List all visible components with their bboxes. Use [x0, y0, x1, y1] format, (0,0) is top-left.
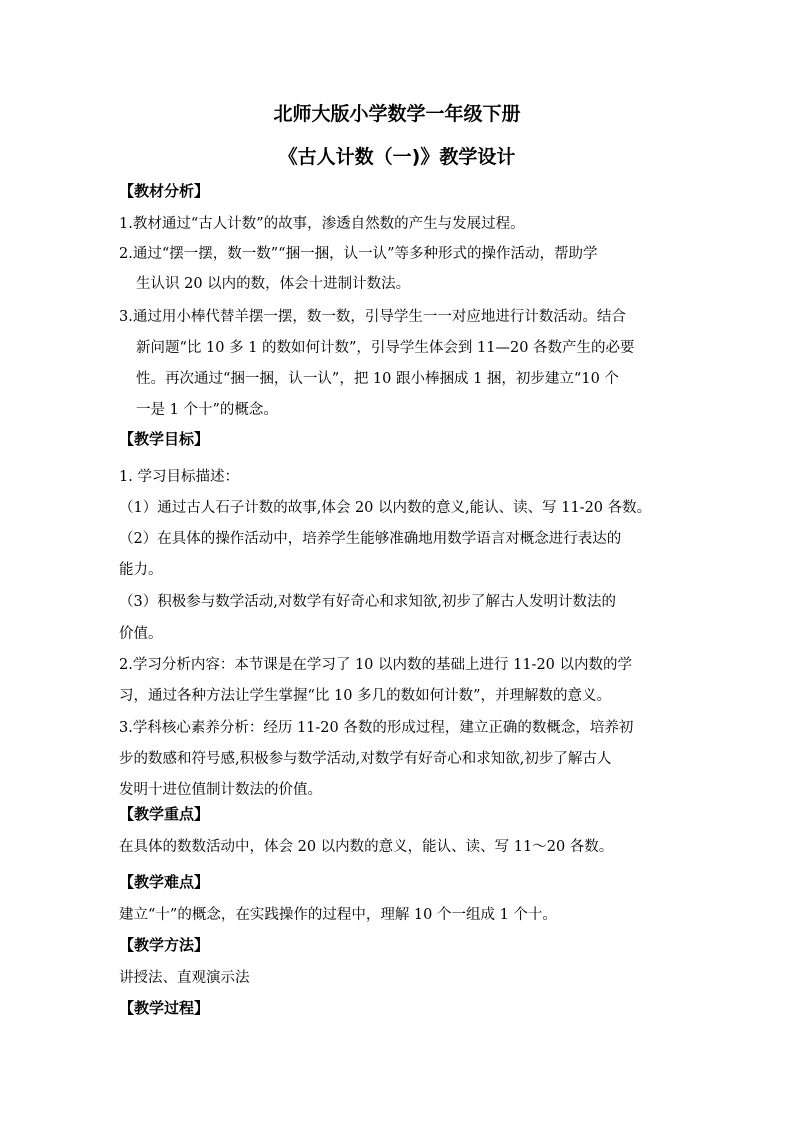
objectives-line: 步的数感和符号感,积极参与数学活动,对数学有好奇心和求知欲,初步了解古人: [119, 751, 612, 767]
objectives-line: 1. 学习目标描述：: [119, 469, 239, 485]
objectives-line: （1）通过古人石子计数的故事,体会 20 以内数的意义,能认、读、写 11-20 各数。: [119, 500, 652, 516]
analysis-item-3-cont: 新问题“比 10 多 1 的数如何计数”，引导学生体会到 11—20 各数产生的必要: [136, 340, 635, 356]
objectives-line: （2）在具体的操作活动中，培养学生能够准确地用数学语言对概念进行表达的: [119, 531, 622, 547]
objectives-line: 3.学科核心素养分析：经历 11-20 各数的形成过程，建立正确的数概念，培养初: [119, 720, 634, 736]
section-heading-objectives: 【教学目标】: [119, 430, 210, 448]
objectives-line: （3）积极参与数学活动,对数学有好奇心和求知欲,初步了解古人发明计数法的: [119, 594, 616, 610]
document-subtitle: 《古人计数（一)》教学设计: [278, 146, 516, 168]
key-points-text: 在具体的数数活动中，体会 20 以内数的意义，能认、读、写 11～20 各数。: [119, 839, 614, 855]
analysis-item-1: 1.教材通过“古人计数”的故事，渗透自然数的产生与发展过程。: [119, 216, 525, 232]
objectives-line: 能力。: [119, 562, 163, 578]
difficulties-text: 建立“十”的概念，在实践操作的过程中，理解 10 个一组成 1 个十。: [119, 907, 557, 923]
document-title: 北师大版小学数学一年级下册: [273, 103, 521, 125]
objectives-line: 价值。: [119, 626, 163, 642]
section-heading-analysis: 【教材分析】: [119, 182, 210, 200]
analysis-item-2: 2.通过“摆一摆，数一数”“捆一捆，认一认”等多种形式的操作活动，帮助学: [119, 246, 598, 262]
section-heading-process: 【教学过程】: [119, 999, 210, 1017]
objectives-line: 发明十进位值制计数法的价值。: [119, 782, 322, 798]
analysis-item-2-cont: 生认识 20 以内的数，体会十进制计数法。: [136, 276, 411, 292]
objectives-line: 2.学习分析内容：本节课是在学习了 10 以内数的基础上进行 11-20 以内数的学: [119, 657, 633, 673]
objectives-line: 习，通过各种方法让学生掌握“比 10 多几的数如何计数”，并理解数的意义。: [119, 688, 611, 704]
section-heading-difficulties: 【教学难点】: [119, 873, 210, 891]
analysis-item-3-cont: 性。再次通过“捆一捆，认一认”，把 10 跟小棒捆成 1 捆，初步建立“10 个: [136, 371, 619, 387]
analysis-item-3: 3.通过用小棒代替羊摆一摆，数一数，引导学生一一对应地进行计数活动。结合: [119, 309, 626, 325]
analysis-item-3-cont: 一是 1 个十”的概念。: [136, 402, 278, 418]
section-heading-key-points: 【教学重点】: [119, 805, 210, 823]
methods-text: 讲授法、直观演示法: [119, 970, 250, 986]
section-heading-methods: 【教学方法】: [119, 936, 210, 954]
